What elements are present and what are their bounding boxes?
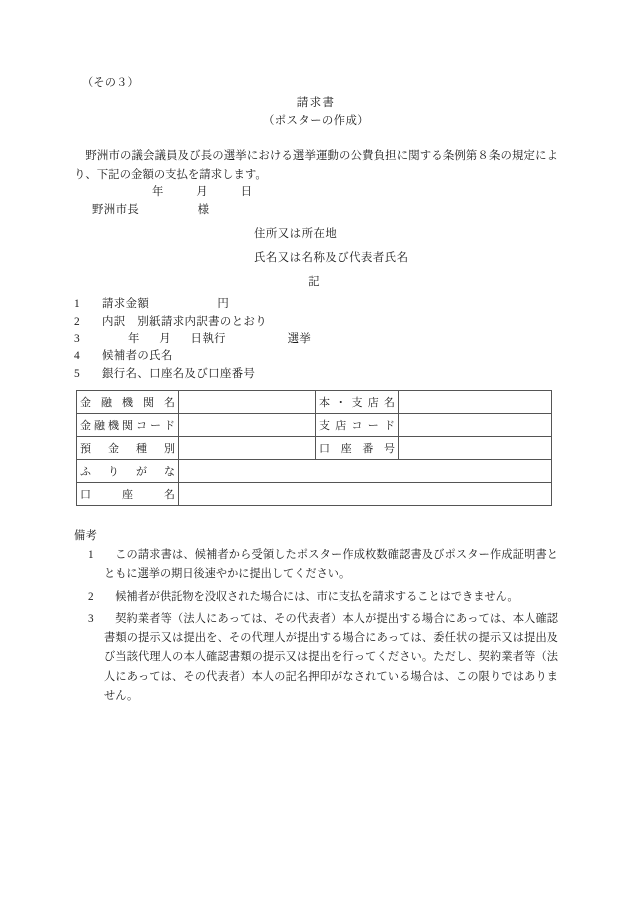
addressee-name: 野洲市長 [92,203,140,216]
item-index: 4 [74,350,81,363]
item-index: 2 [74,315,81,328]
document-subtitle: （ポスターの作成） [262,114,370,127]
document-title: 請求書 [296,96,336,110]
list-item [74,351,558,362]
remarks-title: 備考 [74,530,98,542]
bank-account-table [76,390,552,506]
date-year-label: 年 [152,186,164,199]
list-item [74,334,558,345]
list-item [74,369,558,380]
branch-name-label: 本・支店名 [316,391,399,414]
addressee-line [74,205,558,216]
signer-address-label: 住所又は所在地 [254,227,338,240]
remark-item [74,610,558,706]
item-text: 年 月 日執行 選挙 [102,332,312,345]
remark-text: 候補者が供託物を没収された場合には、市に支払を請求することはできません。 [115,590,519,603]
bank-name-value[interactable] [179,391,316,414]
item-index: 3 [74,332,81,345]
form-number-label: （その３） [82,77,139,89]
item-text: 候補者の氏名 [102,350,173,363]
document-body [74,78,558,380]
branch-code-label: 支店コード [316,414,399,437]
account-type-value[interactable] [179,437,316,460]
body-paragraph: 野洲市の議会議員及び長の選挙における選挙運動の公費負担に関する条例第８条の規定により、下記の金額の支払を請求します。 [74,150,558,181]
remark-text: この請求書は、候補者から受領したポスター作成枚数確認書及びポスター作成証明書とともに選挙の期日後速やかに提出してください。 [104,549,558,581]
account-holder-label: 口座名 [77,483,179,506]
bank-code-value[interactable] [179,414,316,437]
date-month-label: 月 [196,186,209,199]
furigana-value[interactable] [179,460,552,483]
table-row [77,437,552,460]
account-number-label: 口座番号 [316,437,399,460]
remark-index: 2 [88,590,94,603]
table-row [77,391,552,414]
table-row [77,460,552,483]
item-index: 5 [74,367,81,380]
remark-index: 3 [88,612,94,625]
account-type-label: 預金種別 [77,437,179,460]
remark-text: 契約業者等（法人にあっては、その代表者）本人が提出する場合にあっては、本人確認書類の提示又は提出を、その代理人が提出する場合にあっては、委任状の提示又は提出及び当該代理人の本人確認書類の提示又は提出を行ってください。ただし、契約業者等（法人にあっては、その代表者）本人の記名押印がなされている場合は、この限りではありません。 [104,612,558,702]
table-row [77,483,552,506]
branch-name-value[interactable] [399,391,552,414]
bank-code-label: 金融機関コード [77,414,179,437]
date-day-label: 日 [240,186,253,199]
remark-item [74,588,558,607]
ki-marker: 記 [308,275,320,288]
item-text: 銀行名、口座名及び口座番号 [102,367,256,380]
list-item [74,299,558,310]
date-line [74,187,558,198]
numbered-items-list [74,299,558,380]
title-block [74,97,558,127]
item-index: 1 [74,298,81,311]
remark-item [74,546,558,585]
account-holder-value[interactable] [179,483,552,506]
remark-index: 1 [88,549,94,561]
table-row [77,414,552,437]
signer-name-label: 氏名又は名称及び代表者氏名 [254,252,409,265]
item-text: 請求金額 円 [102,298,230,311]
account-number-value[interactable] [399,437,552,460]
list-item [74,317,558,328]
furigana-label: ふりがな [77,460,179,483]
branch-code-value[interactable] [399,414,552,437]
addressee-honorific: 様 [197,203,210,216]
item-text: 内訳 別紙請求内訳書のとおり [102,315,268,328]
bank-name-label: 金融機関名 [77,391,179,414]
remarks-section [74,527,558,706]
